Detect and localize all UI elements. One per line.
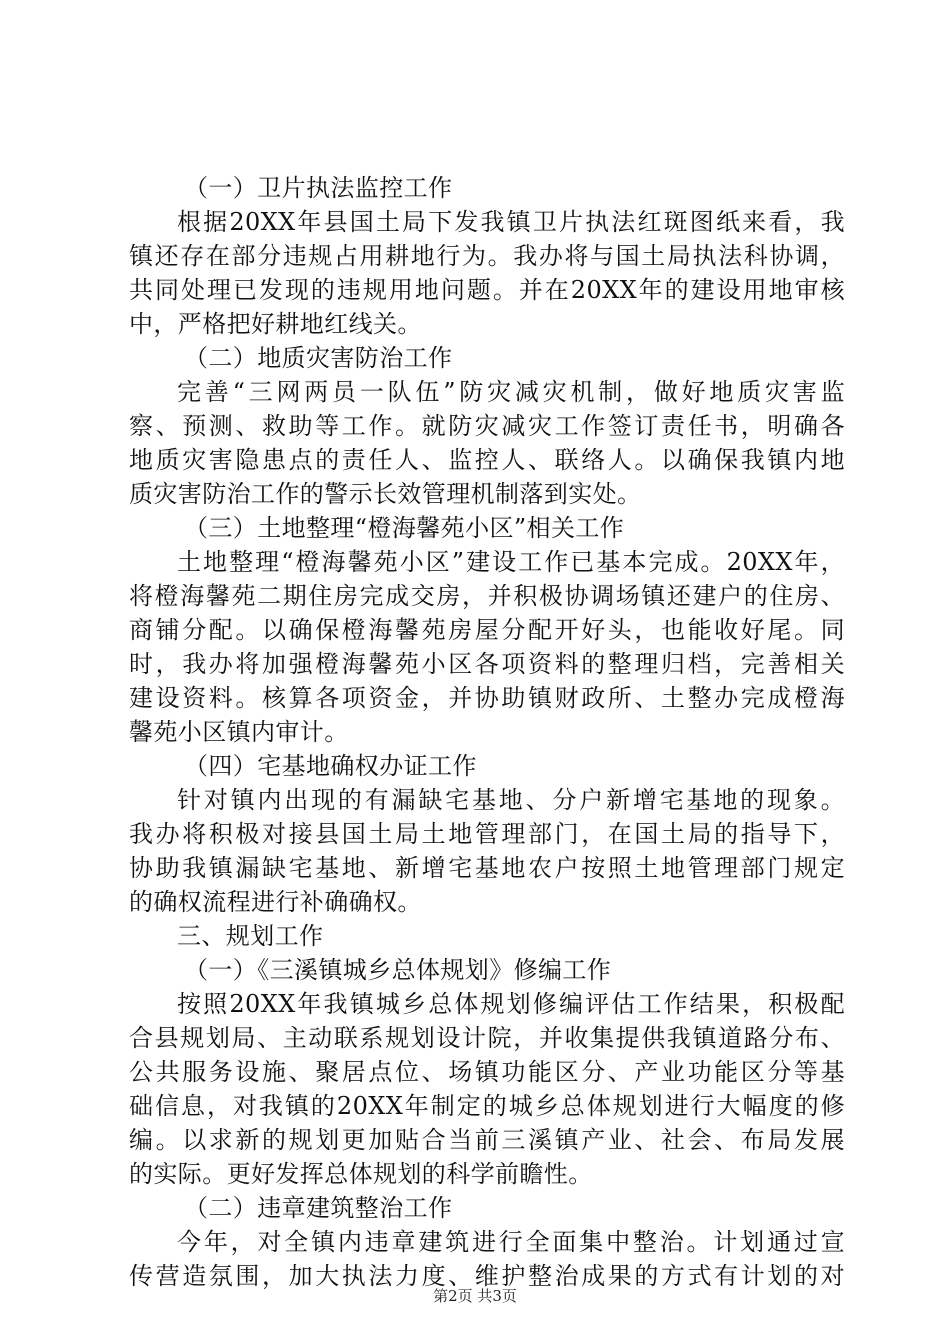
text-line: 共同处理已发现的违规用地问题。并在20XX年的建设用地审核 xyxy=(129,276,845,304)
text-line: 的实际。更好发挥总体规划的科学前瞻性。 xyxy=(129,1160,593,1188)
text-line: 合县规划局、主动联系规划设计院，并收集提供我镇道路分布、 xyxy=(129,1024,845,1052)
text-line: （四）宅基地确权办证工作 xyxy=(184,752,477,780)
text-line: 按照20XX年我镇城乡总体规划修编评估工作结果，积极配 xyxy=(177,990,845,1018)
text-line: 地质灾害隐患点的责任人、监控人、联络人。以确保我镇内地 xyxy=(129,446,845,474)
text-line: 土地整理“橙海馨苑小区”建设工作已基本完成。20XX年， xyxy=(177,548,845,576)
text-line: 编。以求新的规划更加贴合当前三溪镇产业、社会、布局发展 xyxy=(129,1126,845,1154)
text-line: 完善“三网两员一队伍”防灾减灾机制，做好地质灾害监 xyxy=(177,378,845,406)
text-line: 中，严格把好耕地红线关。 xyxy=(129,310,422,338)
text-line: （二）违章建筑整治工作 xyxy=(184,1194,453,1222)
text-line: 根据20XX年县国土局下发我镇卫片执法红斑图纸来看，我 xyxy=(177,208,845,236)
text-line: 察、预测、救助等工作。就防灾减灾工作签订责任书，明确各 xyxy=(129,412,845,440)
text-line: 镇还存在部分违规占用耕地行为。我办将与国土局执法科协调， xyxy=(129,242,845,270)
text-line: 础信息，对我镇的20XX年制定的城乡总体规划进行大幅度的修 xyxy=(129,1092,845,1120)
text-line: 馨苑小区镇内审计。 xyxy=(129,718,349,746)
text-line: （一）《三溪镇城乡总体规划》修编工作 xyxy=(184,956,612,984)
text-line: 商铺分配。以确保橙海馨苑房屋分配开好头，也能收好尾。同 xyxy=(129,616,845,644)
page-footer: 第2页 共3页 xyxy=(433,1287,517,1305)
text-line: 时，我办将加强橙海馨苑小区各项资料的整理归档，完善相关 xyxy=(129,650,845,678)
text-line: 公共服务设施、聚居点位、场镇功能区分、产业功能区分等基 xyxy=(129,1058,845,1086)
document-body xyxy=(129,171,845,1293)
text-line: 传营造氛围，加大执法力度、维护整治成果的方式有计划的对 xyxy=(129,1262,845,1290)
text-line: 建设资料。核算各项资金，并协助镇财政所、土整办完成橙海 xyxy=(129,684,845,712)
text-line: 我办将积极对接县国土局土地管理部门，在国土局的指导下， xyxy=(129,820,845,848)
text-line: （三）土地整理“橙海馨苑小区”相关工作 xyxy=(184,514,625,542)
text-line: 针对镇内出现的有漏缺宅基地、分户新增宅基地的现象。 xyxy=(177,786,845,814)
text-line: （一）卫片执法监控工作 xyxy=(184,174,453,202)
text-line: 质灾害防治工作的警示长效管理机制落到实处。 xyxy=(129,480,642,508)
text-line: 将橙海馨苑二期住房完成交房，并积极协调场镇还建户的住房、 xyxy=(129,582,845,610)
text-line: 的确权流程进行补确确权。 xyxy=(129,888,422,916)
text-line: （二）地质灾害防治工作 xyxy=(184,344,453,372)
text-line: 三、规划工作 xyxy=(177,922,324,950)
text-line: 协助我镇漏缺宅基地、新增宅基地农户按照土地管理部门规定 xyxy=(129,854,845,882)
text-line: 今年，对全镇内违章建筑进行全面集中整治。计划通过宣 xyxy=(177,1228,845,1256)
